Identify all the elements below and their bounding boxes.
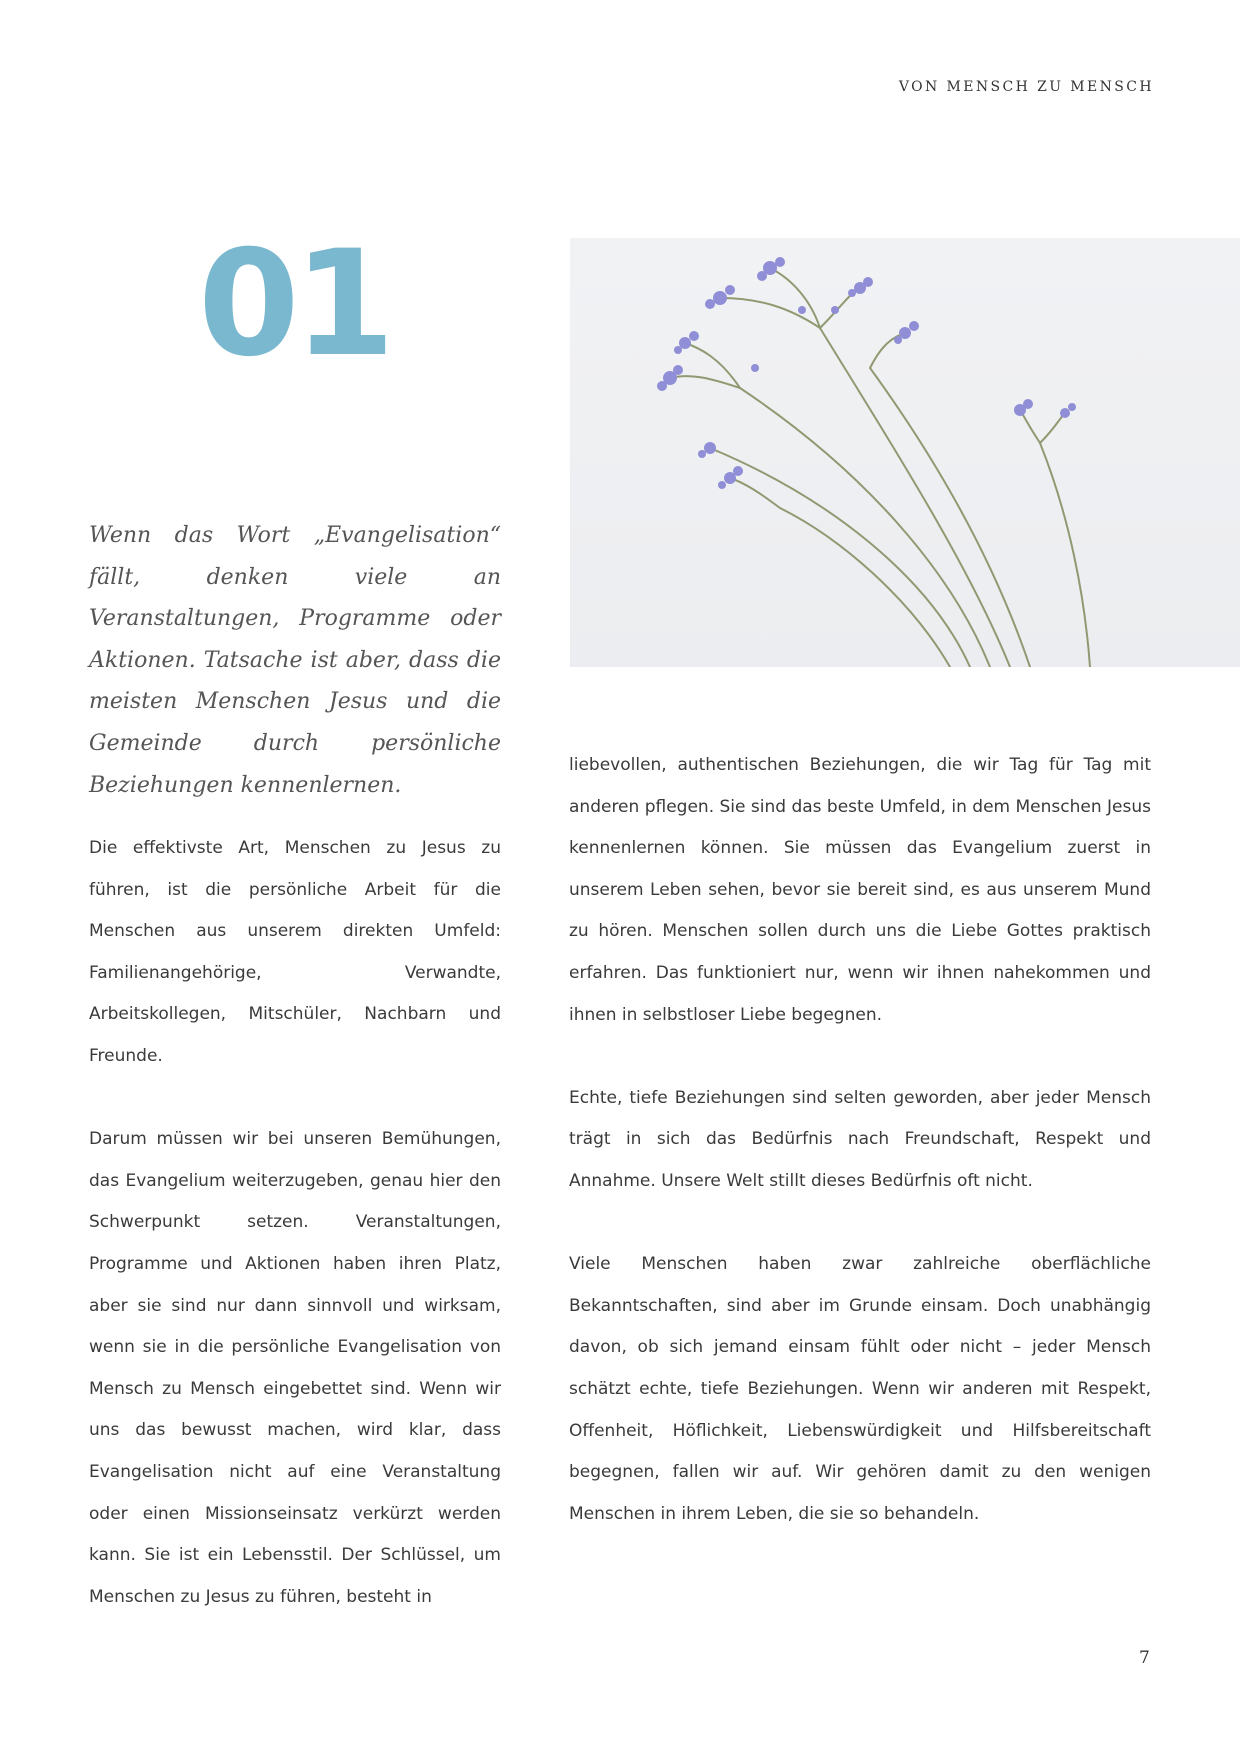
body-paragraph: liebevollen, authentischen Beziehungen, die wir Tag für Tag mit anderen pflegen. Sie sind das beste Umfeld, in dem Menschen Jesus kennenlernen können. Sie müssen das Evangelium zuerst in unserem Leben sehen, bevor sie bereit sind, es aus unserem Mund zu hören. Menschen sollen durch uns die Liebe Gottes praktisch erfahren. Das funktioniert nur, wenn wir ihnen nahekommen und ihnen in selbstloser Liebe begegnen. <box>569 755 1151 1025</box>
body-column-right <box>569 745 1151 1535</box>
chapter-number: 01 <box>198 219 390 389</box>
body-paragraph: Die effektivste Art, Menschen zu Jesus zu führen, ist die persönliche Arbeit für die Menschen aus unserem direkten Umfeld: Familienangehörige, Verwandte, Arbeitskollegen, Mitschüler, Nachbarn und Freunde. <box>89 838 501 1066</box>
flower-photo <box>570 238 1240 667</box>
page-number: 7 <box>1139 1648 1150 1668</box>
running-head: VON MENSCH ZU MENSCH <box>898 79 1154 95</box>
lead-paragraph: Wenn das Wort „Evangelisation“ fällt, denken viele an Veranstaltungen, Programme oder Aktionen. Tatsache ist aber, dass die meisten Menschen Jesus und die Gemeinde durch persönliche Beziehungen kennenlernen. <box>89 523 501 798</box>
dried-flowers-icon <box>570 238 1240 667</box>
body-column-left <box>89 828 501 1618</box>
body-paragraph: Echte, tiefe Beziehungen sind selten geworden, aber jeder Mensch trägt in sich das Bedürfnis nach Freundschaft, Respekt und Annahme. Unsere Welt stillt dieses Bedürfnis oft nicht. <box>569 1087 1151 1191</box>
body-paragraph: Viele Menschen haben zwar zahlreiche oberflächliche Bekanntschaften, sind aber im Grunde einsam. Doch unabhängig davon, ob sich jemand einsam fühlt oder nicht – jeder Mensch schätzt echte, tiefe Beziehungen. Wenn wir anderen mit Respekt, Offenheit, Höflichkeit, Liebenswürdigkeit und Hilfsbereitschaft begegnen, fallen wir auf. Wir gehören damit zu den wenigen Menschen in ihrem Leben, die sie so behandeln. <box>569 1254 1151 1524</box>
body-paragraph: Darum müssen wir bei unseren Bemühungen, das Evangelium weiterzugeben, genau hier den Schwerpunkt setzen. Veranstaltungen, Programme und Aktionen haben ihren Platz, aber sie sind nur dann sinnvoll und wirksam, wenn sie in die persönliche Evangelisation von Mensch zu Mensch eingebettet sind. Wenn wir uns das bewusst machen, wird klar, dass Evangelisation nicht auf eine Veranstaltung oder einen Missionseinsatz verkürzt werden kann. Sie ist ein Lebensstil. Der Schlüssel, um Menschen zu Jesus zu führen, besteht in <box>89 1129 501 1607</box>
